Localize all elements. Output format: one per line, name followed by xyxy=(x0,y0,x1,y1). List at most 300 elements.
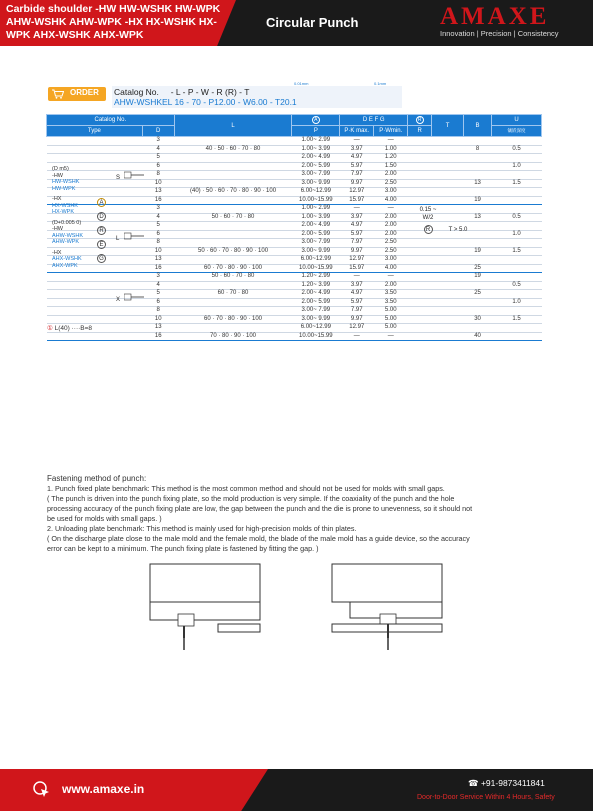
code-e-circle: E xyxy=(97,240,106,249)
cell-r xyxy=(408,273,432,282)
cell-u xyxy=(492,290,542,299)
cell-d: 16 xyxy=(142,332,174,341)
cell-b: 40 xyxy=(464,332,492,341)
table-row xyxy=(47,188,542,197)
cell-d: 6 xyxy=(142,230,174,239)
th-type: Type xyxy=(47,126,143,137)
cell-r xyxy=(408,290,432,299)
cell-p: 1.00~ 3.99 xyxy=(292,145,340,154)
cell-pw: — xyxy=(374,205,408,214)
cell-code xyxy=(94,273,114,282)
cell-l xyxy=(174,239,292,248)
cell-r xyxy=(408,188,432,197)
cell-u xyxy=(492,332,542,341)
cell-t xyxy=(432,162,464,171)
cell-pk: — xyxy=(340,137,374,146)
cell-p: 3.00~ 9.99 xyxy=(292,179,340,188)
cell-shape xyxy=(114,324,142,333)
order-bar xyxy=(46,82,546,112)
table-row xyxy=(47,332,542,341)
code-d-circle: D xyxy=(97,212,106,221)
cell-b xyxy=(464,324,492,333)
cell-r xyxy=(408,332,432,341)
punch-l-icon xyxy=(124,232,144,240)
cell-l xyxy=(174,324,292,333)
cell-pk: 7.97 xyxy=(340,307,374,316)
th-r-circle: R xyxy=(416,116,424,124)
brand-tagline: Innovation | Precision | Consistency xyxy=(440,29,559,38)
fastening-title: Fastening method of punch: xyxy=(47,474,147,483)
cell-p: 2.00~ 5.99 xyxy=(292,162,340,171)
punch-fixed-plate-diagram xyxy=(148,562,268,652)
cell-t xyxy=(432,171,464,180)
type-hw: -HW xyxy=(52,172,63,179)
cell-p: 3.00~ 7.99 xyxy=(292,171,340,180)
cell-pw: 2.00 xyxy=(374,213,408,222)
cell-t xyxy=(432,188,464,197)
punch-x-icon xyxy=(124,293,144,301)
cell-type xyxy=(47,290,95,299)
th-u: U xyxy=(492,115,542,126)
cell-l xyxy=(174,298,292,307)
cell-b: 13 xyxy=(464,213,492,222)
cell-t xyxy=(432,298,464,307)
table-row xyxy=(47,213,542,222)
cell-pw: 2.50 xyxy=(374,239,408,248)
cell-pw: 3.00 xyxy=(374,188,408,197)
code-g-circle: G xyxy=(97,254,106,263)
cell-d: 6 xyxy=(142,298,174,307)
type-ahx-wshk: AHX-WSHK xyxy=(52,256,82,262)
th-pw: P·Wmin. xyxy=(374,126,408,137)
cell-b xyxy=(464,298,492,307)
cell-u xyxy=(492,273,542,282)
cell-r xyxy=(408,154,432,163)
cell-u: 1.0 xyxy=(492,230,542,239)
cell-shape xyxy=(114,188,142,197)
cell-l: 60 · 70 · 80 xyxy=(174,290,292,299)
table-row xyxy=(47,256,542,265)
cell-t xyxy=(432,324,464,333)
cell-pw: — xyxy=(374,137,408,146)
type-hw-wshk: HW-WSHK xyxy=(52,179,80,185)
unloading-plate-diagram xyxy=(330,562,450,652)
cell-pk: 3.97 xyxy=(340,281,374,290)
footer-service-tag: Door-to-Door Service Within 4 Hours, Safety xyxy=(417,794,555,801)
cell-r xyxy=(408,145,432,154)
th-b: B xyxy=(464,115,492,137)
type-hw-wpk: HW-WPK xyxy=(52,185,76,192)
cell-p: 3.00~ 9.99 xyxy=(292,315,340,324)
cell-d: 6 xyxy=(142,162,174,171)
cart-icon xyxy=(52,89,64,99)
table-row xyxy=(47,324,542,333)
header-section-title: Circular Punch xyxy=(266,15,359,30)
cell-pw: 1.50 xyxy=(374,162,408,171)
cell-d: 10 xyxy=(142,179,174,188)
cell-t xyxy=(432,137,464,146)
cell-p: 2.00~ 4.99 xyxy=(292,222,340,231)
cell-shape xyxy=(114,154,142,163)
cell-r xyxy=(408,256,432,265)
catalog-example: AHW-WSHKEL 16 - 70 - P12.00 - W6.00 - T20.1 xyxy=(114,97,297,107)
cell-p: 10.00~15.99 xyxy=(292,264,340,273)
cell-type xyxy=(47,307,95,316)
cell-r xyxy=(408,315,432,324)
cell-b: 30 xyxy=(464,315,492,324)
cell-l xyxy=(174,154,292,163)
cell-t xyxy=(432,247,464,256)
cell-d: 4 xyxy=(142,145,174,154)
cell-r xyxy=(408,281,432,290)
cell-p: 1.00~ 2.99 xyxy=(292,205,340,214)
cell-type xyxy=(47,273,95,282)
cell-d: 13 xyxy=(142,324,174,333)
cell-pk: 12.97 xyxy=(340,188,374,197)
cell-shape xyxy=(114,307,142,316)
cell-pw: 4.00 xyxy=(374,196,408,205)
cell-t xyxy=(432,290,464,299)
cell-t xyxy=(432,273,464,282)
footer-phone xyxy=(468,778,545,789)
cell-d: 16 xyxy=(142,264,174,273)
cell-shape xyxy=(114,332,142,341)
cell-code xyxy=(94,298,114,307)
cell-p: 6.00~12.99 xyxy=(292,188,340,197)
fastening-line-7: error can be kept to a minimum. The punch fixing plate is fastened by fitting the gap. ) xyxy=(47,544,319,553)
cell-b xyxy=(464,188,492,197)
cell-pk: — xyxy=(340,205,374,214)
cell-p: 3.00~ 7.99 xyxy=(292,239,340,248)
type-ahw: -HW xyxy=(52,226,63,232)
cell-t xyxy=(432,281,464,290)
cell-u xyxy=(492,256,542,265)
table-row xyxy=(47,205,542,214)
shape-x xyxy=(116,288,144,306)
table-row xyxy=(47,315,542,324)
cell-shape xyxy=(114,273,142,282)
r-value-block xyxy=(416,206,440,234)
table-row xyxy=(47,154,542,163)
cell-pk: 12.97 xyxy=(340,324,374,333)
fastening-line-2: ( The punch is driven into the punch fixing plate, so the mold production is very simple. If the coaxiality of the punch and the hole xyxy=(47,494,455,503)
cell-p: 3.00~ 7.99 xyxy=(292,307,340,316)
cell-pw: 2.00 xyxy=(374,230,408,239)
cell-l: 50 · 60 · 70 · 80 xyxy=(174,273,292,282)
cell-b: 13 xyxy=(464,179,492,188)
cell-r xyxy=(408,247,432,256)
cell-t xyxy=(432,154,464,163)
cell-d: 3 xyxy=(142,273,174,282)
shape-l xyxy=(116,227,144,245)
cell-d: 13 xyxy=(142,256,174,265)
header-product-title: Carbide shoulder -HW HW-WSHK HW-WPK AHW-WSHK AHW-WPK -HX HX-WSHK HX-WPK AHX-WSHK AHX-WPK xyxy=(6,3,221,41)
shape-x-label: X xyxy=(116,297,121,303)
cell-p: 3.00~ 9.99 xyxy=(292,247,340,256)
fastening-line-4: be used for molds with small gaps. ) xyxy=(47,514,162,523)
cell-p: 10.00~15.99 xyxy=(292,332,340,341)
cell-u xyxy=(492,205,542,214)
th-catalog-no: Catalog No. xyxy=(47,115,175,126)
cell-u xyxy=(492,188,542,197)
th-d: D xyxy=(142,126,174,137)
cell-pk: 5.97 xyxy=(340,298,374,307)
unit-note-1: 0.01mm xyxy=(294,81,309,86)
th-pk: P·K max. xyxy=(340,126,374,137)
th-a xyxy=(292,115,340,126)
cell-d: 4 xyxy=(142,281,174,290)
brand-logo: AMAXE xyxy=(440,3,550,30)
cell-d: 5 xyxy=(142,290,174,299)
cell-pw: 5.00 xyxy=(374,307,408,316)
cell-pw: 3.50 xyxy=(374,298,408,307)
cell-b xyxy=(464,154,492,163)
cell-u: 1.5 xyxy=(492,315,542,324)
cell-shape xyxy=(114,247,142,256)
cell-pw: 2.50 xyxy=(374,247,408,256)
table-row xyxy=(47,247,542,256)
cell-type xyxy=(47,145,95,154)
cell-l: (40) · 50 · 60 · 70 · 80 · 90 · 100 xyxy=(174,188,292,197)
cell-r xyxy=(408,196,432,205)
type-ahx-wpk: AHX-WPK xyxy=(52,262,78,269)
th-l: L xyxy=(174,115,292,137)
cell-p: 1.00~ 3.99 xyxy=(292,213,340,222)
cell-pk: 7.97 xyxy=(340,239,374,248)
cell-pw: 5.00 xyxy=(374,315,408,324)
cursor-click-icon xyxy=(32,780,52,800)
cell-pw: 2.00 xyxy=(374,171,408,180)
cell-code xyxy=(94,145,114,154)
cell-code xyxy=(94,137,114,146)
cell-b xyxy=(464,256,492,265)
cell-p: 2.00~ 4.99 xyxy=(292,154,340,163)
cell-l: 40 · 50 · 60 · 70 · 80 xyxy=(174,145,292,154)
cell-l xyxy=(174,196,292,205)
cell-t xyxy=(432,264,464,273)
cell-type xyxy=(47,315,95,324)
cell-shape xyxy=(114,213,142,222)
cell-pw: 1.20 xyxy=(374,154,408,163)
code-r-circle: R xyxy=(97,226,106,235)
type-ahw-wpk: AHW-WPK xyxy=(52,239,80,245)
cell-l xyxy=(174,137,292,146)
cell-t xyxy=(432,239,464,248)
cell-code xyxy=(94,307,114,316)
cell-u xyxy=(492,137,542,146)
fastening-line-3: processing accuracy of the punch fixing plate are low, the gap between the punch and the die is prone to unevenness, so it should not xyxy=(47,504,473,513)
cell-code xyxy=(94,281,114,290)
th-r-circ xyxy=(408,115,432,126)
shape-l-label: L xyxy=(116,236,120,242)
cell-r xyxy=(408,179,432,188)
cell-pk: 12.97 xyxy=(340,256,374,265)
cell-b: 19 xyxy=(464,273,492,282)
unit-note-2: 0.1mm xyxy=(374,81,387,86)
cell-u: 1.0 xyxy=(492,162,542,171)
cell-u xyxy=(492,154,542,163)
type-hx-wpk: HX-WPK xyxy=(52,209,74,215)
cell-pw: — xyxy=(374,332,408,341)
cell-u: 1.0 xyxy=(492,298,542,307)
cell-pk: 4.97 xyxy=(340,154,374,163)
cell-t xyxy=(432,179,464,188)
catalog-pattern-text: - L - P - W - R (R) - T xyxy=(170,87,250,97)
cell-d: 4 xyxy=(142,213,174,222)
cell-pk: — xyxy=(340,332,374,341)
cell-pw: 2.00 xyxy=(374,281,408,290)
cell-d: 5 xyxy=(142,154,174,163)
cell-pk: 15.97 xyxy=(340,264,374,273)
catalog-pattern xyxy=(114,87,249,97)
cell-pk: 4.97 xyxy=(340,290,374,299)
cell-pk: 15.97 xyxy=(340,196,374,205)
fastening-line-1: 1. Punch fixed plate benchmark: This method is the most common method and should not be used for molds with small gaps. xyxy=(47,484,445,493)
cell-shape xyxy=(114,315,142,324)
cell-d: 3 xyxy=(142,205,174,214)
cell-p: 6.00~12.99 xyxy=(292,256,340,265)
cell-b xyxy=(464,281,492,290)
cell-l xyxy=(174,256,292,265)
cell-shape xyxy=(114,264,142,273)
spec-table-wrap xyxy=(46,114,542,341)
cell-type xyxy=(47,154,95,163)
cell-code xyxy=(94,315,114,324)
cell-t xyxy=(432,196,464,205)
cell-d: 10 xyxy=(142,247,174,256)
r-value: 0.15 ~ W/2 xyxy=(419,207,437,221)
cell-type xyxy=(47,281,95,290)
cell-u xyxy=(492,239,542,248)
cell-pk: 5.97 xyxy=(340,230,374,239)
table-footnote: ① L(40) ····B=8 xyxy=(47,325,93,332)
cell-pw: 4.00 xyxy=(374,264,408,273)
cell-u: 0.5 xyxy=(492,145,542,154)
cell-l xyxy=(174,230,292,239)
type-ahw-wshk: AHW-WSHK xyxy=(52,232,84,239)
cell-r xyxy=(408,307,432,316)
cell-b xyxy=(464,307,492,316)
cell-pk: 3.97 xyxy=(340,213,374,222)
cell-b xyxy=(464,162,492,171)
cell-p: 10.00~15.99 xyxy=(292,196,340,205)
cell-b: 25 xyxy=(464,264,492,273)
cell-r xyxy=(408,162,432,171)
cell-shape xyxy=(114,196,142,205)
th-p: P xyxy=(292,126,340,137)
cell-l: 70 · 80 · 90 · 100 xyxy=(174,332,292,341)
cell-pk: 9.97 xyxy=(340,247,374,256)
type-dm: (D m5) xyxy=(52,166,69,172)
cell-pw: 3.00 xyxy=(374,256,408,265)
shape-s xyxy=(116,166,144,184)
cell-code xyxy=(94,324,114,333)
order-tab xyxy=(48,87,106,101)
cell-pw: 1.00 xyxy=(374,145,408,154)
cell-r xyxy=(408,137,432,146)
cell-t xyxy=(432,315,464,324)
cell-t xyxy=(432,332,464,341)
cell-shape xyxy=(114,256,142,265)
table-row xyxy=(47,307,542,316)
punch-s-icon xyxy=(124,171,144,179)
footer-website-link[interactable]: www.amaxe.in xyxy=(62,782,145,796)
cell-p: 2.00~ 5.99 xyxy=(292,298,340,307)
cell-l xyxy=(174,171,292,180)
type-ahx: -HX xyxy=(52,249,62,256)
page-header xyxy=(0,0,593,46)
cell-t xyxy=(432,145,464,154)
order-label: ORDER xyxy=(70,88,99,97)
cell-code xyxy=(94,290,114,299)
type-hx: -HX xyxy=(52,196,62,202)
type-hx-wshk: HX-WSHK xyxy=(52,202,78,209)
cell-p: 1.20~ 3.99 xyxy=(292,281,340,290)
cell-d: 8 xyxy=(142,171,174,180)
page-footer xyxy=(0,769,593,811)
cell-pw: 3.50 xyxy=(374,290,408,299)
material-codes xyxy=(97,193,108,263)
cell-p: 1.20~ 2.99 xyxy=(292,273,340,282)
cell-l: 60 · 70 · 80 · 90 · 100 xyxy=(174,315,292,324)
cell-b: 19 xyxy=(464,196,492,205)
cell-pw: 5.00 xyxy=(374,324,408,333)
cell-pk: 3.97 xyxy=(340,145,374,154)
cell-shape xyxy=(114,137,142,146)
cell-code xyxy=(94,154,114,163)
cell-pk: 5.97 xyxy=(340,162,374,171)
cell-b xyxy=(464,239,492,248)
r-value-circle: R xyxy=(424,225,433,234)
cell-r xyxy=(408,264,432,273)
cell-shape xyxy=(114,145,142,154)
cell-l: 50 · 60 · 70 · 80 · 90 · 100 xyxy=(174,247,292,256)
cell-d: 3 xyxy=(142,137,174,146)
cell-p: 1.00~ 2.99 xyxy=(292,137,340,146)
cell-b: 8 xyxy=(464,145,492,154)
cell-p: 2.00~ 4.99 xyxy=(292,290,340,299)
cell-type xyxy=(47,332,95,341)
cell-pk: 4.97 xyxy=(340,222,374,231)
cell-u: 1.5 xyxy=(492,247,542,256)
cell-u: 1.5 xyxy=(492,179,542,188)
cell-u: 0.5 xyxy=(492,281,542,290)
cell-pw: 2.00 xyxy=(374,222,408,231)
cell-l xyxy=(174,162,292,171)
table-row xyxy=(47,273,542,282)
t-value: T > 5.0 xyxy=(448,227,468,233)
cell-u xyxy=(492,307,542,316)
table-footnote-text: L(40) ····B=8 xyxy=(54,325,93,332)
fastening-line-5: 2. Unloading plate benchmark: This method is mainly used for high-precision molds of thin plates. xyxy=(47,524,357,533)
cell-r xyxy=(408,171,432,180)
cell-p: 2.00~ 5.99 xyxy=(292,230,340,239)
cell-r xyxy=(408,239,432,248)
cell-l xyxy=(174,222,292,231)
cell-d: 13 xyxy=(142,188,174,197)
cell-b xyxy=(464,205,492,214)
cell-l: 60 · 70 · 80 · 90 · 100 xyxy=(174,264,292,273)
cell-d: 16 xyxy=(142,196,174,205)
catalog-label: Catalog No. xyxy=(114,87,159,97)
footer-phone-number: +91-9873411841 xyxy=(480,778,545,788)
th-u-sub: 镶嵌深度 xyxy=(492,126,542,137)
cell-d: 10 xyxy=(142,315,174,324)
fastening-line-6: ( On the discharge plate close to the male mold and the female mold, the blade of the male mold has a guide device, so the accuracy xyxy=(47,534,470,543)
cell-pw: — xyxy=(374,273,408,282)
cell-l: 50 · 60 · 70 · 80 xyxy=(174,213,292,222)
cell-code xyxy=(94,332,114,341)
